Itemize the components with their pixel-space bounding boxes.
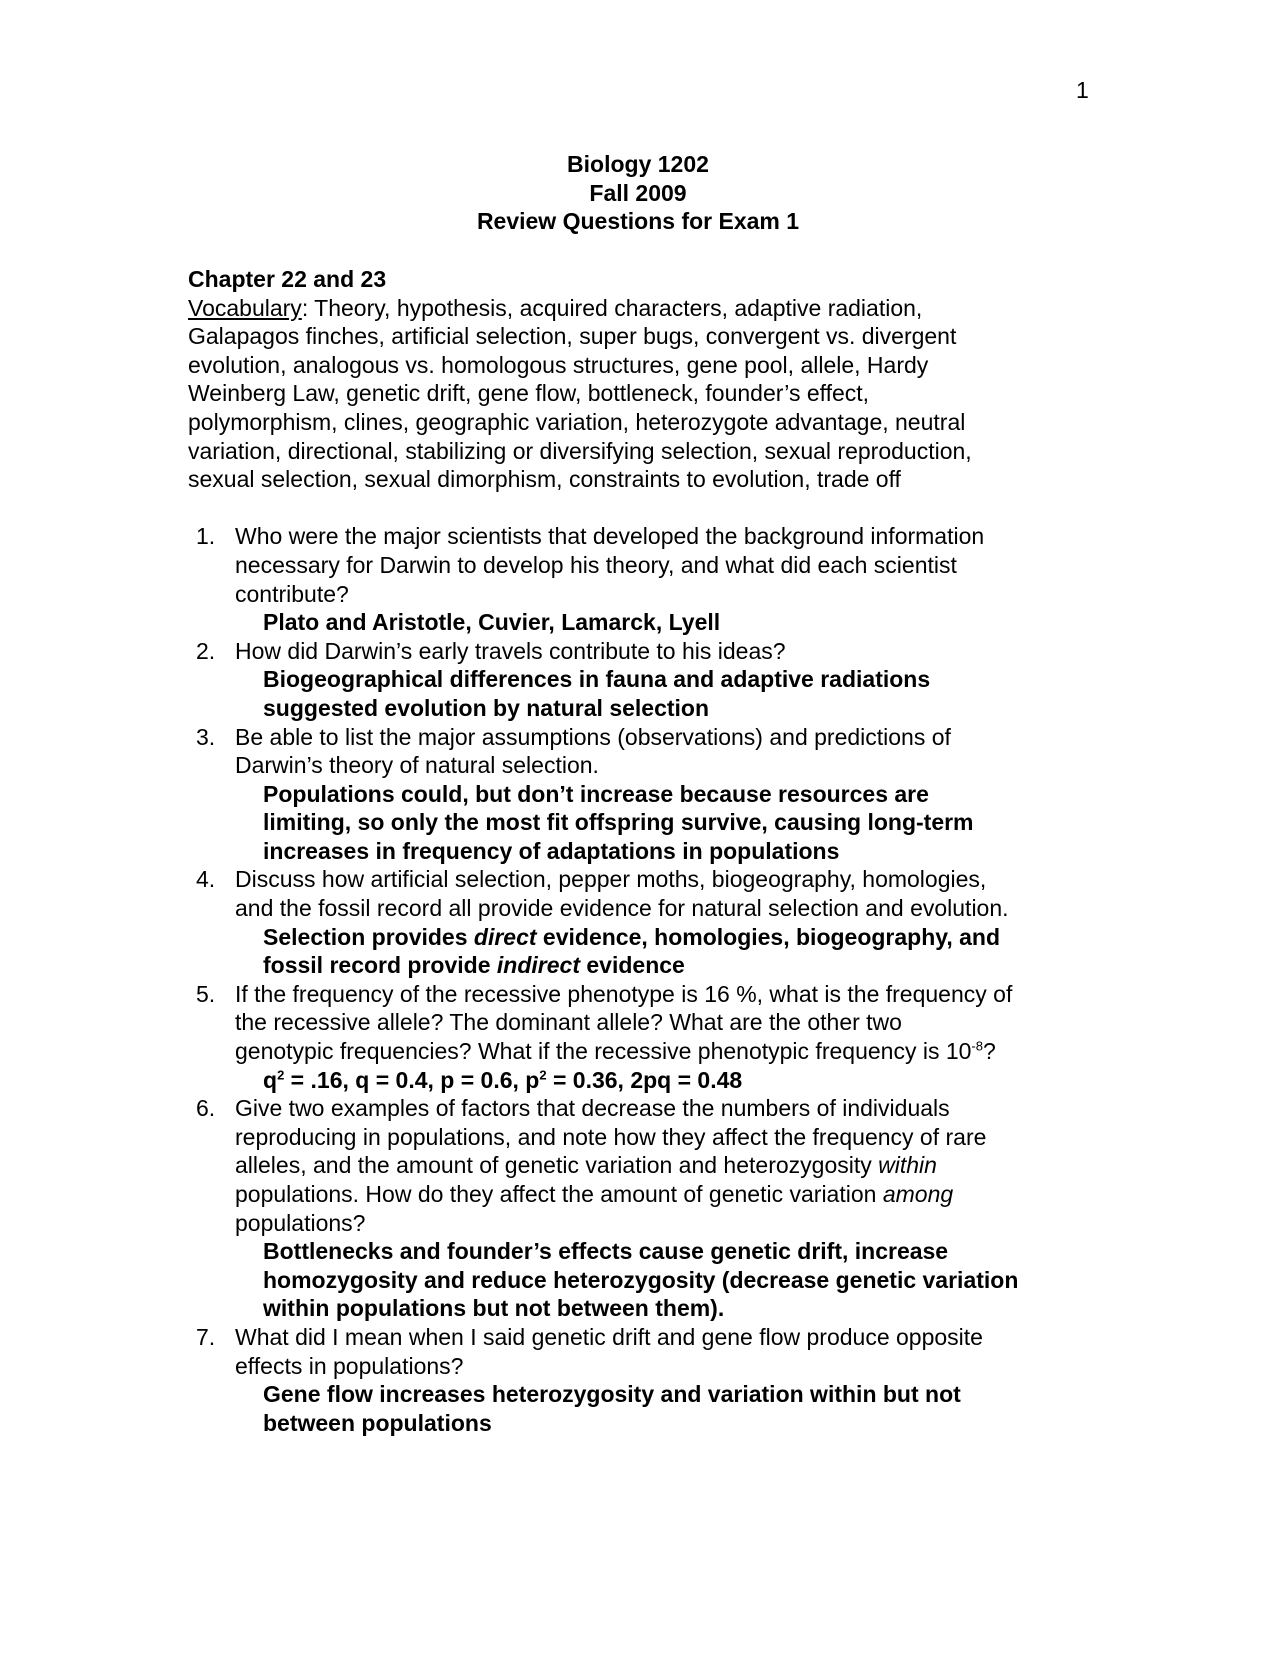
question-line: the recessive allele? The dominant allele? What are the other two <box>235 1009 902 1036</box>
answer-block <box>235 923 1088 980</box>
question-line: How did Darwin’s early travels contribute to his ideas? <box>235 637 786 664</box>
question-number: 2. <box>196 637 216 664</box>
answer-block <box>235 1237 1088 1323</box>
course-title: Biology 1202 <box>567 151 709 177</box>
document-content <box>188 265 1088 1437</box>
answer-block <box>235 1066 1088 1095</box>
question-list <box>188 522 1088 1437</box>
answer-text: = 0.36, 2pq = 0.48 <box>546 1066 743 1093</box>
answer-line: within populations but not between them). <box>263 1295 725 1322</box>
vocabulary-line: Weinberg Law, genetic drift, gene flow, bottleneck, founder’s effect, <box>188 380 870 407</box>
question-line <box>235 1037 1088 1066</box>
answer-line: Populations could, but don’t increase because resources are <box>263 780 929 807</box>
vocabulary-text: : Theory, hypothesis, acquired characters, adaptive radiation, <box>301 294 923 321</box>
answer-line <box>263 1066 1088 1095</box>
answer-line <box>263 951 1088 980</box>
question-item <box>188 980 1088 1094</box>
answer-block <box>235 608 1088 637</box>
question-line: effects in populations? <box>235 1352 464 1379</box>
answer-block <box>235 780 1088 866</box>
answer-emphasis: direct <box>473 923 537 950</box>
page-number: 1 <box>1076 77 1089 103</box>
document-title-block <box>188 150 1088 236</box>
answer-line: limiting, so only the most fit offspring survive, causing long-term <box>263 809 974 836</box>
answer-line: Biogeographical differences in fauna and adaptive radiations <box>263 666 931 693</box>
question-number: 4. <box>196 866 216 893</box>
exam-title: Review Questions for Exam 1 <box>476 208 800 235</box>
answer-line: Bottlenecks and founder’s effects cause genetic drift, increase <box>263 1238 949 1265</box>
answer-block <box>235 1380 1088 1437</box>
vocabulary-line: Galapagos finches, artificial selection, super bugs, convergent vs. divergent <box>188 323 957 350</box>
question-text: alleles, and the amount of genetic variation and heterozygosity <box>235 1152 879 1179</box>
answer-line: suggested evolution by natural selection <box>263 694 710 721</box>
question-number: 6. <box>196 1095 216 1122</box>
answer-text: evidence <box>579 952 685 979</box>
question-number: 7. <box>196 1323 216 1350</box>
vocabulary-line: evolution, analogous vs. homologous structures, gene pool, allele, Hardy <box>188 351 929 378</box>
vocabulary-line: variation, directional, stabilizing or diversifying selection, sexual reproduction, <box>188 437 972 464</box>
question-line: Discuss how artificial selection, pepper moths, biogeography, homologies, <box>235 866 987 893</box>
question-item <box>188 865 1088 979</box>
question-line: Be able to list the major assumptions (observations) and predictions of <box>235 723 951 750</box>
answer-line: homozygosity and reduce heterozygosity (decrease genetic variation <box>263 1266 1019 1293</box>
vocabulary-line: sexual selection, sexual dimorphism, constraints to evolution, trade off <box>188 466 901 493</box>
question-text: populations. How do they affect the amount of genetic variation <box>235 1181 883 1207</box>
answer-block <box>235 665 1088 722</box>
answer-line: increases in frequency of adaptations in populations <box>263 837 840 864</box>
answer-text: fossil record provide <box>263 952 497 979</box>
question-line: necessary for Darwin to develop his theory, and what did each scientist <box>235 551 957 578</box>
question-item <box>188 522 1088 636</box>
vocabulary-line <box>188 294 1088 323</box>
question-item <box>188 637 1088 723</box>
answer-line: between populations <box>263 1409 492 1436</box>
question-text: genotypic frequencies? What if the recessive phenotypic frequency is 10 <box>235 1038 972 1065</box>
answer-line: Gene flow increases heterozygosity and variation within but not <box>263 1381 961 1408</box>
question-line <box>235 1151 1088 1180</box>
question-item <box>188 1094 1088 1323</box>
question-emphasis: among <box>882 1181 954 1207</box>
paragraph-spacer <box>188 494 1088 523</box>
exponent: 2 <box>277 1066 285 1082</box>
question-emphasis: within <box>878 1152 937 1179</box>
question-item <box>188 723 1088 866</box>
chapter-heading: Chapter 22 and 23 <box>188 266 387 292</box>
exponent: -8 <box>971 1038 983 1054</box>
question-line: populations? <box>235 1209 366 1236</box>
question-line: Give two examples of factors that decrease the numbers of individuals <box>235 1095 950 1122</box>
question-line: Who were the major scientists that developed the background information <box>235 523 985 550</box>
exponent: 2 <box>539 1066 547 1082</box>
answer-text: evidence, homologies, biogeography, and <box>536 923 1001 950</box>
answer-text: q <box>263 1066 278 1093</box>
question-text: ? <box>982 1038 996 1065</box>
answer-text: Selection provides <box>263 923 474 950</box>
answer-emphasis: indirect <box>496 952 580 979</box>
question-line: and the fossil record all provide evidence for natural selection and evolution. <box>235 895 1009 922</box>
question-number: 3. <box>196 723 216 750</box>
term-title: Fall 2009 <box>589 179 687 206</box>
question-line <box>235 1180 1088 1209</box>
question-line: Darwin’s theory of natural selection. <box>235 752 599 779</box>
answer-line <box>263 923 1088 952</box>
vocabulary-label: Vocabulary <box>188 294 302 321</box>
question-line: reproducing in populations, and note how they affect the frequency of rare <box>235 1123 987 1150</box>
vocabulary-line: polymorphism, clines, geographic variation, heterozygote advantage, neutral <box>188 408 966 435</box>
question-line: contribute? <box>235 580 349 607</box>
vocabulary-paragraph <box>188 294 1088 494</box>
question-item <box>188 1323 1088 1437</box>
question-number: 5. <box>196 980 216 1007</box>
question-line: What did I mean when I said genetic drift and gene flow produce opposite <box>235 1323 983 1350</box>
answer-text: = .16, q = 0.4, p = 0.6, p <box>284 1066 540 1093</box>
question-number: 1. <box>196 523 216 550</box>
answer-line: Plato and Aristotle, Cuvier, Lamarck, Lyell <box>263 609 721 636</box>
question-line: If the frequency of the recessive phenotype is 16 %, what is the frequency of <box>235 980 1013 1007</box>
